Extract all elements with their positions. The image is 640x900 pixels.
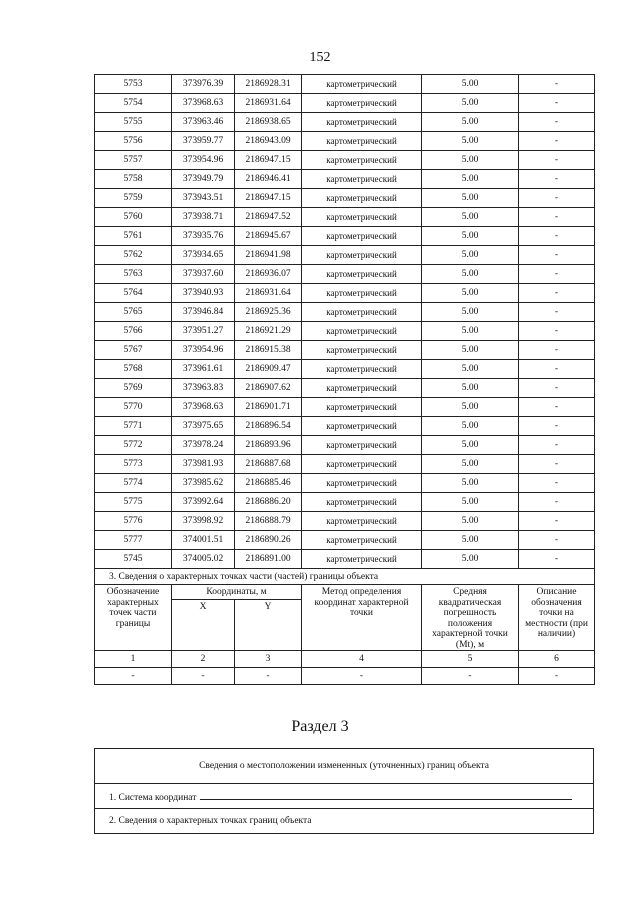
point-id-cell: 5761: [95, 227, 172, 246]
coord-x-cell: 373940.93: [172, 284, 235, 303]
coord-y-cell: 2186941.98: [235, 246, 302, 265]
coord-y-cell: 2186931.64: [235, 94, 302, 113]
description-cell: -: [519, 284, 595, 303]
section-title: Раздел 3: [291, 718, 349, 735]
coord-y-cell: 2186943.09: [235, 132, 302, 151]
point-id-cell: 5774: [95, 474, 172, 493]
coord-y-cell: 2186946.41: [235, 170, 302, 189]
table-row: [95, 151, 595, 170]
method-cell: картометрический: [302, 246, 422, 265]
description-cell: -: [519, 322, 595, 341]
error-cell: 5.00: [422, 341, 519, 360]
coord-x-cell: 373968.63: [172, 94, 235, 113]
point-id-cell: 5762: [95, 246, 172, 265]
coord-x-cell: 373961.61: [172, 360, 235, 379]
description-cell: -: [519, 436, 595, 455]
point-id-cell: 5776: [95, 512, 172, 531]
coord-y-cell: 2186947.15: [235, 151, 302, 170]
bounds-table: [94, 748, 594, 834]
description-cell: -: [519, 113, 595, 132]
coord-x-cell: 374005.02: [172, 550, 235, 569]
coord-y-cell: 2186891.00: [235, 550, 302, 569]
point-id-cell: 5755: [95, 113, 172, 132]
error-cell: 5.00: [422, 208, 519, 227]
header-y: Y: [235, 600, 302, 651]
table-row: [95, 246, 595, 265]
error-cell: 5.00: [422, 113, 519, 132]
table-row: [95, 360, 595, 379]
description-cell: -: [519, 132, 595, 151]
point-id-cell: 5775: [95, 493, 172, 512]
blank-row: [95, 668, 595, 685]
table-row: [95, 455, 595, 474]
coord-x-cell: 373963.83: [172, 379, 235, 398]
description-cell: -: [519, 227, 595, 246]
coord-y-cell: 2186887.68: [235, 455, 302, 474]
error-cell: 5.00: [422, 531, 519, 550]
error-cell: 5.00: [422, 246, 519, 265]
description-cell: -: [519, 493, 595, 512]
coord-x-cell: 373935.76: [172, 227, 235, 246]
description-cell: -: [519, 379, 595, 398]
method-cell: картометрический: [302, 151, 422, 170]
coord-x-cell: 373992.64: [172, 493, 235, 512]
coord-y-cell: 2186890.26: [235, 531, 302, 550]
description-cell: -: [519, 550, 595, 569]
coord-x-cell: 373951.27: [172, 322, 235, 341]
point-id-cell: 5769: [95, 379, 172, 398]
part-section-caption: 3. Сведения о характерных точках части (частей) границы объекта: [95, 569, 595, 585]
method-cell: картометрический: [302, 474, 422, 493]
table-row: [95, 284, 595, 303]
table-row: [95, 322, 595, 341]
error-cell: 5.00: [422, 474, 519, 493]
header-error: Средняя квадратическая погрешность положения характерной точки (Mt), м: [422, 585, 519, 651]
coord-y-cell: 2186888.79: [235, 512, 302, 531]
error-cell: 5.00: [422, 512, 519, 531]
table-row: [95, 227, 595, 246]
column-number: 2: [172, 651, 235, 668]
coord-x-cell: 373975.65: [172, 417, 235, 436]
table-row: [95, 113, 595, 132]
error-cell: 5.00: [422, 189, 519, 208]
method-cell: картометрический: [302, 493, 422, 512]
point-id-cell: 5753: [95, 75, 172, 94]
coord-y-cell: 2186936.07: [235, 265, 302, 284]
description-cell: -: [519, 360, 595, 379]
coord-y-cell: 2186907.62: [235, 379, 302, 398]
coord-x-cell: 373937.60: [172, 265, 235, 284]
point-id-cell: 5756: [95, 132, 172, 151]
description-cell: -: [519, 75, 595, 94]
method-cell: картометрический: [302, 303, 422, 322]
error-cell: 5.00: [422, 398, 519, 417]
coord-x-cell: 373934.65: [172, 246, 235, 265]
coord-system-fill-line: [200, 790, 572, 800]
coord-y-cell: 2186928.31: [235, 75, 302, 94]
coord-system-row: [95, 784, 594, 809]
point-id-cell: 5768: [95, 360, 172, 379]
method-cell: картометрический: [302, 113, 422, 132]
error-cell: 5.00: [422, 379, 519, 398]
method-cell: картометрический: [302, 94, 422, 113]
error-cell: 5.00: [422, 75, 519, 94]
error-cell: 5.00: [422, 550, 519, 569]
column-number: 4: [302, 651, 422, 668]
method-cell: картометрический: [302, 75, 422, 94]
method-cell: картометрический: [302, 341, 422, 360]
description-cell: -: [519, 531, 595, 550]
error-cell: 5.00: [422, 455, 519, 474]
coord-y-cell: 2186931.64: [235, 284, 302, 303]
part-section: [95, 569, 595, 685]
table-row: [95, 265, 595, 284]
coord-x-cell: 373949.79: [172, 170, 235, 189]
point-id-cell: 5745: [95, 550, 172, 569]
point-id-cell: 5771: [95, 417, 172, 436]
description-cell: -: [519, 474, 595, 493]
method-cell: картометрический: [302, 398, 422, 417]
header-designation: Обозначение характерных точек части границы: [95, 585, 172, 651]
error-cell: 5.00: [422, 417, 519, 436]
column-number: 1: [95, 651, 172, 668]
point-id-cell: 5763: [95, 265, 172, 284]
coord-y-cell: 2186893.96: [235, 436, 302, 455]
coord-x-cell: 373946.84: [172, 303, 235, 322]
method-cell: картометрический: [302, 360, 422, 379]
point-id-cell: 5767: [95, 341, 172, 360]
blank-cell: -: [422, 668, 519, 685]
blank-cell: -: [519, 668, 595, 685]
table-row: [95, 303, 595, 322]
point-id-cell: 5773: [95, 455, 172, 474]
boundary-points-body: [95, 75, 595, 569]
point-id-cell: 5764: [95, 284, 172, 303]
error-cell: 5.00: [422, 436, 519, 455]
blank-cell: -: [172, 668, 235, 685]
coord-x-cell: 373968.63: [172, 398, 235, 417]
point-id-cell: 5760: [95, 208, 172, 227]
method-cell: картометрический: [302, 132, 422, 151]
table-row: [95, 512, 595, 531]
description-cell: -: [519, 265, 595, 284]
error-cell: 5.00: [422, 303, 519, 322]
page-number: 152: [309, 50, 331, 65]
coord-system-label: 1. Система координат: [109, 792, 197, 803]
header-method: Метод определения координат характерной точки: [302, 585, 422, 651]
point-id-cell: 5765: [95, 303, 172, 322]
method-cell: картометрический: [302, 436, 422, 455]
description-cell: -: [519, 455, 595, 474]
coord-y-cell: 2186915.38: [235, 341, 302, 360]
table-row: [95, 398, 595, 417]
description-cell: -: [519, 512, 595, 531]
error-cell: 5.00: [422, 94, 519, 113]
description-cell: -: [519, 303, 595, 322]
column-number: 6: [519, 651, 595, 668]
coord-x-cell: 373976.39: [172, 75, 235, 94]
table-row: [95, 493, 595, 512]
error-cell: 5.00: [422, 265, 519, 284]
error-cell: 5.00: [422, 170, 519, 189]
coord-y-cell: 2186921.29: [235, 322, 302, 341]
coord-x-cell: 373963.46: [172, 113, 235, 132]
table-row: [95, 94, 595, 113]
method-cell: картометрический: [302, 189, 422, 208]
column-number: 5: [422, 651, 519, 668]
description-cell: -: [519, 341, 595, 360]
method-cell: картометрический: [302, 227, 422, 246]
description-cell: -: [519, 94, 595, 113]
description-cell: -: [519, 208, 595, 227]
point-id-cell: 5777: [95, 531, 172, 550]
table-row: [95, 208, 595, 227]
coord-x-cell: 373959.77: [172, 132, 235, 151]
method-cell: картометрический: [302, 455, 422, 474]
table-row: [95, 189, 595, 208]
table-row: [95, 531, 595, 550]
boundary-points-table: [94, 74, 595, 685]
method-cell: картометрический: [302, 208, 422, 227]
description-cell: -: [519, 417, 595, 436]
coord-y-cell: 2186885.46: [235, 474, 302, 493]
coord-x-cell: 373938.71: [172, 208, 235, 227]
coord-y-cell: 2186925.36: [235, 303, 302, 322]
error-cell: 5.00: [422, 151, 519, 170]
method-cell: картометрический: [302, 512, 422, 531]
coord-y-cell: 2186938.65: [235, 113, 302, 132]
description-cell: -: [519, 398, 595, 417]
bounds-title: Сведения о местоположении измененных (уточненных) границ объекта: [95, 749, 594, 784]
coord-x-cell: 373954.96: [172, 341, 235, 360]
method-cell: картометрический: [302, 379, 422, 398]
method-cell: картометрический: [302, 170, 422, 189]
description-cell: -: [519, 170, 595, 189]
coord-y-cell: 2186909.47: [235, 360, 302, 379]
error-cell: 5.00: [422, 284, 519, 303]
point-id-cell: 5754: [95, 94, 172, 113]
blank-cell: -: [302, 668, 422, 685]
coord-x-cell: 374001.51: [172, 531, 235, 550]
coord-y-cell: 2186886.20: [235, 493, 302, 512]
table-row: [95, 132, 595, 151]
coord-y-cell: 2186947.52: [235, 208, 302, 227]
table-row: [95, 417, 595, 436]
point-id-cell: 5772: [95, 436, 172, 455]
points-label: 2. Сведения о характерных точках границ объекта: [95, 809, 594, 834]
table-row: [95, 550, 595, 569]
point-id-cell: 5758: [95, 170, 172, 189]
description-cell: -: [519, 151, 595, 170]
coord-y-cell: 2186947.15: [235, 189, 302, 208]
point-id-cell: 5770: [95, 398, 172, 417]
coord-x-cell: 373954.96: [172, 151, 235, 170]
coord-x-cell: 373943.51: [172, 189, 235, 208]
method-cell: картометрический: [302, 265, 422, 284]
method-cell: картометрический: [302, 417, 422, 436]
coord-x-cell: 373998.92: [172, 512, 235, 531]
column-number: 3: [235, 651, 302, 668]
table-row: [95, 75, 595, 94]
error-cell: 5.00: [422, 322, 519, 341]
method-cell: картометрический: [302, 322, 422, 341]
blank-cell: -: [95, 668, 172, 685]
coord-y-cell: 2186901.71: [235, 398, 302, 417]
method-cell: картометрический: [302, 531, 422, 550]
error-cell: 5.00: [422, 227, 519, 246]
table-row: [95, 379, 595, 398]
description-cell: -: [519, 189, 595, 208]
error-cell: 5.00: [422, 132, 519, 151]
column-number-row: [95, 651, 595, 668]
table-row: [95, 436, 595, 455]
point-id-cell: 5766: [95, 322, 172, 341]
point-id-cell: 5759: [95, 189, 172, 208]
table-row: [95, 341, 595, 360]
error-cell: 5.00: [422, 493, 519, 512]
header-coordinates: Координаты, м: [172, 585, 302, 600]
header-description: Описание обозначения точки на местности (при наличии): [519, 585, 595, 651]
description-cell: -: [519, 246, 595, 265]
table-row: [95, 474, 595, 493]
point-id-cell: 5757: [95, 151, 172, 170]
coord-x-cell: 373978.24: [172, 436, 235, 455]
table-row: [95, 170, 595, 189]
method-cell: картометрический: [302, 284, 422, 303]
coord-x-cell: 373985.62: [172, 474, 235, 493]
coord-x-cell: 373981.93: [172, 455, 235, 474]
blank-cell: -: [235, 668, 302, 685]
coord-y-cell: 2186945.67: [235, 227, 302, 246]
header-x: X: [172, 600, 235, 651]
error-cell: 5.00: [422, 360, 519, 379]
coord-y-cell: 2186896.54: [235, 417, 302, 436]
method-cell: картометрический: [302, 550, 422, 569]
